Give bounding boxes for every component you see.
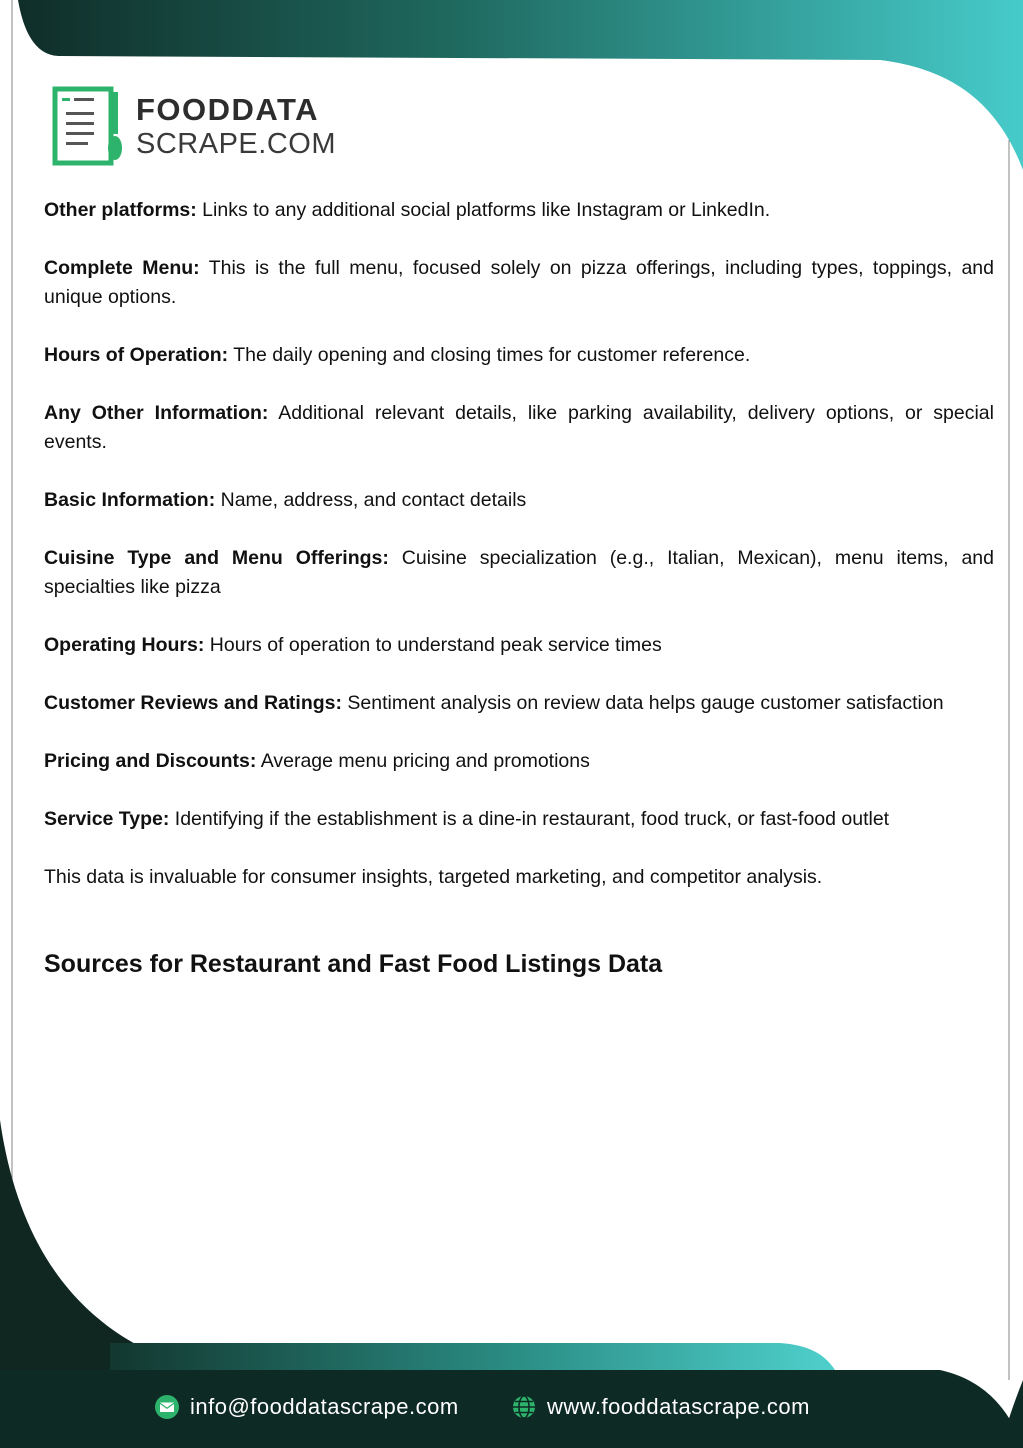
- main-content: [44, 196, 994, 1001]
- item-text: Links to any additional social platforms like Instagram or LinkedIn.: [196, 199, 771, 221]
- item-label: Basic Information:: [44, 489, 216, 511]
- section-heading: Sources for Restaurant and Fast Food Listings Data: [44, 950, 663, 978]
- item-text: The daily opening and closing times for customer reference.: [228, 344, 751, 366]
- item-text: Average menu pricing and promotions: [256, 750, 590, 772]
- list-item: [44, 689, 994, 718]
- menu-board-icon: [52, 86, 124, 168]
- list-item: [44, 254, 994, 312]
- item-label: Other platforms:: [44, 199, 197, 221]
- list-item: [44, 805, 994, 834]
- item-text: Identifying if the establishment is a dine-in restaurant, food truck, or fast-food outlet: [169, 808, 890, 830]
- list-item: [44, 399, 994, 457]
- item-text: Additional relevant details, like parking availability, delivery options, or special events.: [44, 402, 994, 453]
- list-item: [44, 631, 994, 660]
- list-item: [44, 486, 994, 515]
- list-item: [44, 341, 994, 370]
- globe-icon: [511, 1394, 537, 1420]
- item-text: Cuisine specialization (e.g., Italian, Mexican), menu items, and specialties like pizza: [44, 547, 994, 598]
- footer-website[interactable]: [511, 1394, 810, 1420]
- email-link[interactable]: info@fooddatascrape.com: [190, 1394, 459, 1419]
- brand-name-line2: SCRAPE.COM: [136, 128, 336, 160]
- list-item: [44, 196, 994, 225]
- summary-paragraph: This data is invaluable for consumer insights, targeted marketing, and competitor analysis.: [44, 866, 823, 888]
- list-item: [44, 544, 994, 602]
- mail-icon: [154, 1394, 180, 1420]
- footer-email[interactable]: [154, 1394, 459, 1420]
- item-label: Customer Reviews and Ratings:: [44, 692, 342, 714]
- item-label: Cuisine Type and Menu Offerings:: [44, 547, 389, 569]
- item-text: Sentiment analysis on review data helps gauge customer satisfaction: [341, 692, 944, 714]
- item-text: Name, address, and contact details: [215, 489, 527, 511]
- item-label: Pricing and Discounts:: [44, 750, 257, 772]
- list-item: [44, 747, 994, 776]
- item-label: Any Other Information:: [44, 402, 269, 424]
- footer: [0, 1394, 1023, 1428]
- item-label: Complete Menu:: [44, 257, 200, 279]
- item-text: This is the full menu, focused solely on pizza offerings, including types, toppings, and unique options.: [44, 257, 994, 308]
- bottom-left-swoosh: [0, 1120, 200, 1370]
- item-label: Service Type:: [44, 808, 170, 830]
- brand-logo: [52, 86, 342, 170]
- bottom-teal-strip: [110, 1343, 835, 1370]
- item-text: Hours of operation to understand peak service times: [204, 634, 662, 656]
- website-link[interactable]: www.fooddatascrape.com: [547, 1394, 810, 1419]
- brand-name-line1: FOODDATA: [136, 92, 320, 127]
- item-label: Operating Hours:: [44, 634, 205, 656]
- item-label: Hours of Operation:: [44, 344, 229, 366]
